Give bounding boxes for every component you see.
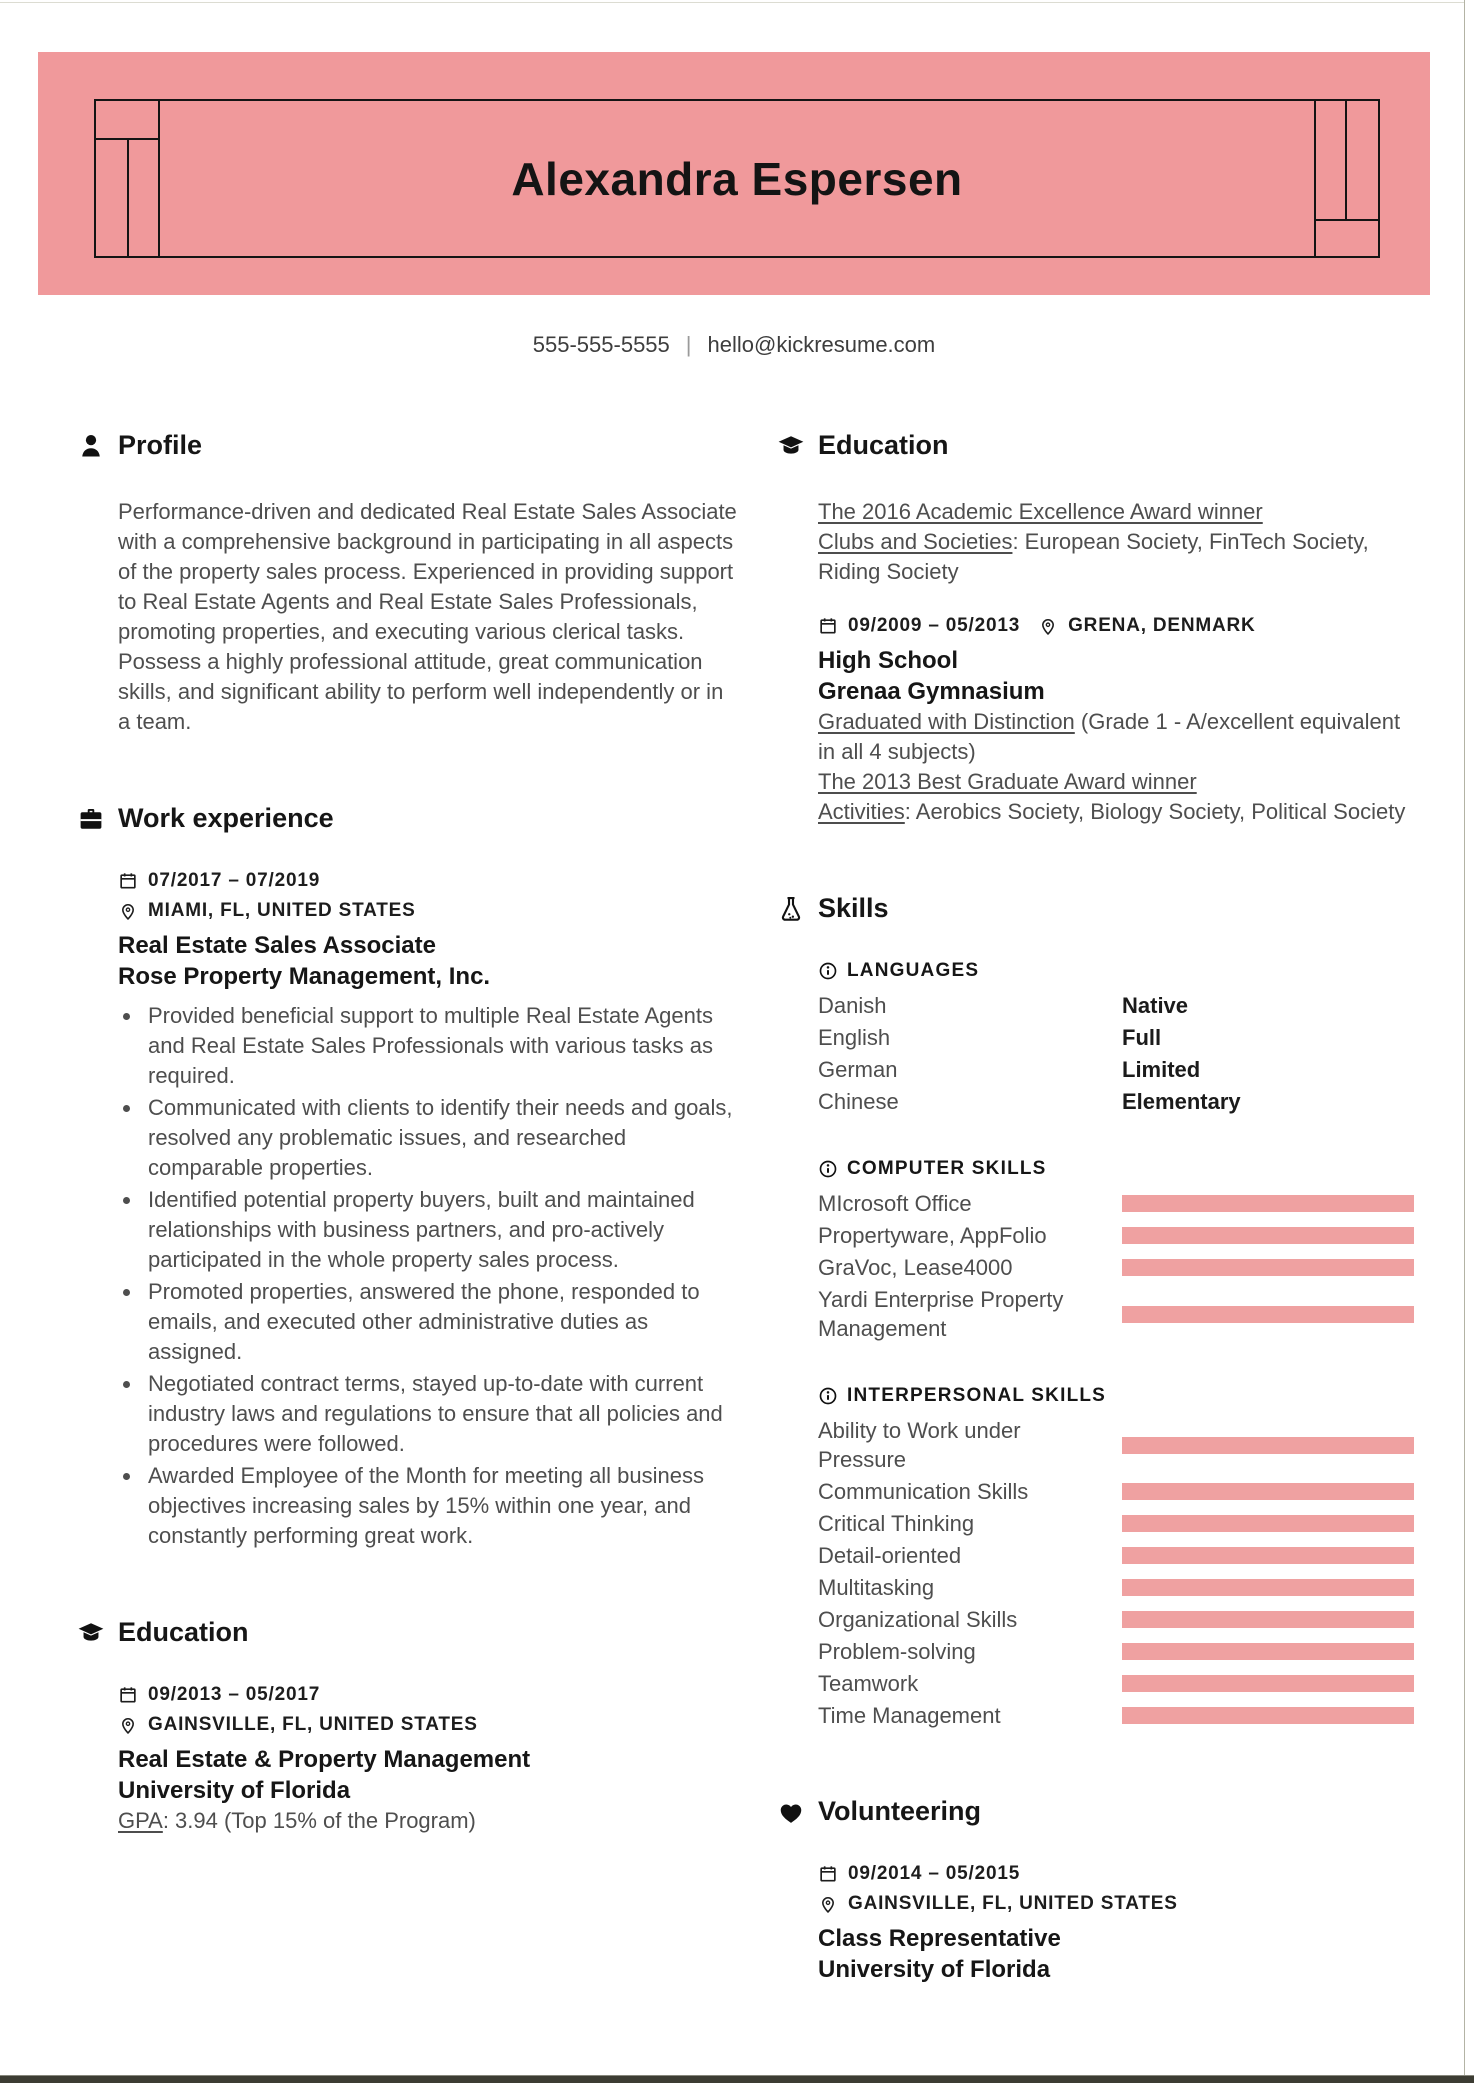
language-level: Native <box>1122 993 1189 1018</box>
gpa-line: GPA: 3.94 (Top 15% of the Program) <box>118 1808 476 1833</box>
section-volunteering <box>777 1796 1414 1985</box>
language-row: English Full <box>818 1023 1414 1052</box>
page-bottom-edge <box>0 2075 1474 2083</box>
work-dates: 07/2017 – 07/2019 <box>118 870 740 892</box>
profile-heading <box>77 430 740 461</box>
header-decoration <box>1316 219 1378 221</box>
language-row: Chinese Elementary <box>818 1087 1414 1116</box>
skill-row: Ability to Work under Pressure <box>818 1416 1414 1474</box>
work-bullet-list <box>118 1001 740 1551</box>
education-right-heading <box>777 430 1414 461</box>
award-line: The 2016 Academic Excellence Award winner <box>818 499 1263 524</box>
resume-body <box>77 430 1414 2051</box>
school-name: University of Florida <box>118 1777 351 1804</box>
school-name: Grenaa Gymnasium <box>818 678 1045 705</box>
section-education-left <box>77 1617 740 1836</box>
skills-heading-label: Skills <box>818 893 889 923</box>
header-decoration <box>127 140 129 256</box>
skill-bar <box>1122 1643 1414 1660</box>
skill-row: Propertyware, AppFolio <box>818 1221 1414 1250</box>
skill-row: Teamwork <box>818 1669 1414 1698</box>
graduation-cap-icon <box>777 432 805 460</box>
profile-text: Performance-driven and dedicated Real Estate Sales Associate with a comprehensive background in participating in all aspects of the property sales process. Experienced in providing support to Real Estate Agents and Real Estate Sales Professionals, promoting properties, and executing various clerical tasks. Possess a highly professional attitude, great communication skills, and significant ability to perform well independently or in a team. <box>118 499 737 734</box>
skill-bar <box>1122 1547 1414 1564</box>
calendar-icon <box>818 1864 838 1884</box>
skill-row: Yardi Enterprise Property Management <box>818 1285 1414 1343</box>
education-right-location: GRENA, DENMARK <box>1038 615 1255 637</box>
skill-bar <box>1122 1579 1414 1596</box>
left-column <box>77 430 740 2051</box>
map-pin-icon <box>818 1894 838 1914</box>
interpersonal-skills-subheading: INTERPERSONAL SKILLS <box>818 1385 1414 1407</box>
language-row: Danish Native <box>818 991 1414 1020</box>
user-icon <box>77 432 105 460</box>
contact-line <box>0 332 1468 358</box>
skill-bar <box>1122 1483 1414 1500</box>
email-address: hello@kickresume.com <box>707 332 936 357</box>
computer-skills-subheading: COMPUTER SKILLS <box>818 1158 1414 1180</box>
skill-row: Problem-solving <box>818 1637 1414 1666</box>
education-right-dates: 09/2009 – 05/2013 <box>818 615 1020 637</box>
skill-row: GraVoc, Lease4000 <box>818 1253 1414 1282</box>
volunteer-org: University of Florida <box>818 1956 1051 1983</box>
skill-row: Detail-oriented <box>818 1541 1414 1570</box>
skill-bar <box>1122 1259 1414 1276</box>
activities-line: Activities: Aerobics Society, Biology Society, Political Society <box>818 799 1406 824</box>
briefcase-icon <box>77 805 105 833</box>
work-bullet: • Identified potential property buyers, built and maintained relationships with business partners, and pro-actively participated in the whole property sales process. <box>143 1185 740 1275</box>
volunteer-role: Class Representative <box>818 1925 1061 1952</box>
work-heading-label: Work experience <box>118 803 334 833</box>
section-education-right <box>777 430 1414 827</box>
skill-bar <box>1122 1515 1414 1532</box>
clubs-line: Clubs and Societies: European Society, FinTech Society, Riding Society <box>818 529 1369 584</box>
skill-bar <box>1122 1306 1414 1323</box>
interpersonal-skills-group <box>818 1385 1414 1730</box>
award-line: The 2013 Best Graduate Award winner <box>818 769 1197 794</box>
section-skills <box>777 893 1414 1730</box>
degree-name: Real Estate & Property Management <box>118 1746 531 1773</box>
computer-skills-group <box>818 1158 1414 1343</box>
page-border-top <box>0 2 1465 3</box>
languages-subheading: LANGUAGES <box>818 960 1414 982</box>
skill-bar <box>1122 1227 1414 1244</box>
education-left-heading-label: Education <box>118 1617 249 1647</box>
degree-name: High School <box>818 647 958 674</box>
info-icon <box>818 961 838 981</box>
education-right-meta <box>818 615 1414 637</box>
education-left-location: GAINSVILLE, FL, UNITED STATES <box>118 1714 740 1736</box>
graduation-cap-icon <box>77 1619 105 1647</box>
volunteering-heading <box>777 1796 1414 1827</box>
language-level: Elementary <box>1122 1089 1241 1114</box>
education-right-heading-label: Education <box>818 430 949 460</box>
header-decoration <box>1345 101 1347 219</box>
skill-row: Organizational Skills <box>818 1605 1414 1634</box>
work-bullet: • Communicated with clients to identify their needs and goals, resolved any problematic issues, and researched comparable properties. <box>143 1093 740 1183</box>
map-pin-icon <box>1038 616 1058 636</box>
volunteering-location: GAINSVILLE, FL, UNITED STATES <box>818 1893 1414 1915</box>
map-pin-icon <box>118 901 138 921</box>
education-left-dates: 09/2013 – 05/2017 <box>118 1684 740 1706</box>
volunteering-dates: 09/2014 – 05/2015 <box>818 1863 1414 1885</box>
heart-icon <box>777 1798 805 1826</box>
job-company: Rose Property Management, Inc. <box>118 963 491 990</box>
info-icon <box>818 1159 838 1179</box>
skill-bar <box>1122 1437 1414 1454</box>
section-work-experience <box>77 803 740 1551</box>
work-bullet: • Negotiated contract terms, stayed up-to-date with current industry laws and regulations to ensure that all policies and procedures were followed. <box>143 1369 740 1459</box>
work-location: MIAMI, FL, UNITED STATES <box>118 900 740 922</box>
work-bullet: • Provided beneficial support to multiple Real Estate Agents and Real Estate Sales Professionals with various tasks as required. <box>143 1001 740 1091</box>
header-decoration <box>158 101 160 256</box>
volunteering-heading-label: Volunteering <box>818 1796 982 1826</box>
skill-row: Time Management <box>818 1701 1414 1730</box>
skill-bar <box>1122 1707 1414 1724</box>
phone-number: 555-555-5555 <box>532 332 670 357</box>
skill-row: Communication Skills <box>818 1477 1414 1506</box>
work-bullet: • Promoted properties, answered the phone, responded to emails, and executed other administrative duties as assigned. <box>143 1277 740 1367</box>
header-band <box>38 52 1430 295</box>
info-icon <box>818 1386 838 1406</box>
education-left-heading <box>77 1617 740 1648</box>
calendar-icon <box>118 1685 138 1705</box>
header-decoration <box>1314 101 1316 256</box>
job-role: Real Estate Sales Associate <box>118 932 436 959</box>
skill-row: MIcrosoft Office <box>818 1189 1414 1218</box>
skills-heading <box>777 893 1414 924</box>
profile-heading-label: Profile <box>118 430 203 460</box>
contact-separator: | <box>685 332 692 357</box>
language-level: Limited <box>1122 1057 1201 1082</box>
name-box <box>94 99 1380 258</box>
map-pin-icon <box>118 1715 138 1735</box>
calendar-icon <box>118 871 138 891</box>
page-border-right <box>1464 0 1465 2076</box>
flask-icon <box>777 895 805 923</box>
calendar-icon <box>818 616 838 636</box>
skill-bar <box>1122 1611 1414 1628</box>
work-heading <box>77 803 740 834</box>
section-profile <box>77 430 740 737</box>
skill-row: Multitasking <box>818 1573 1414 1602</box>
distinction-line: Graduated with Distinction (Grade 1 - A/excellent equivalent in all 4 subjects) <box>818 709 1401 764</box>
languages-group <box>818 960 1414 1116</box>
work-bullet: • Awarded Employee of the Month for meeting all business objectives increasing sales by 15% within one year, and constantly performing great work. <box>143 1461 740 1551</box>
skill-row: Critical Thinking <box>818 1509 1414 1538</box>
language-row: German Limited <box>818 1055 1414 1084</box>
person-name: Alexandra Espersen <box>511 152 963 205</box>
skill-bar <box>1122 1195 1414 1212</box>
skill-bar <box>1122 1675 1414 1692</box>
language-level: Full <box>1122 1025 1162 1050</box>
right-column <box>777 430 1414 2051</box>
